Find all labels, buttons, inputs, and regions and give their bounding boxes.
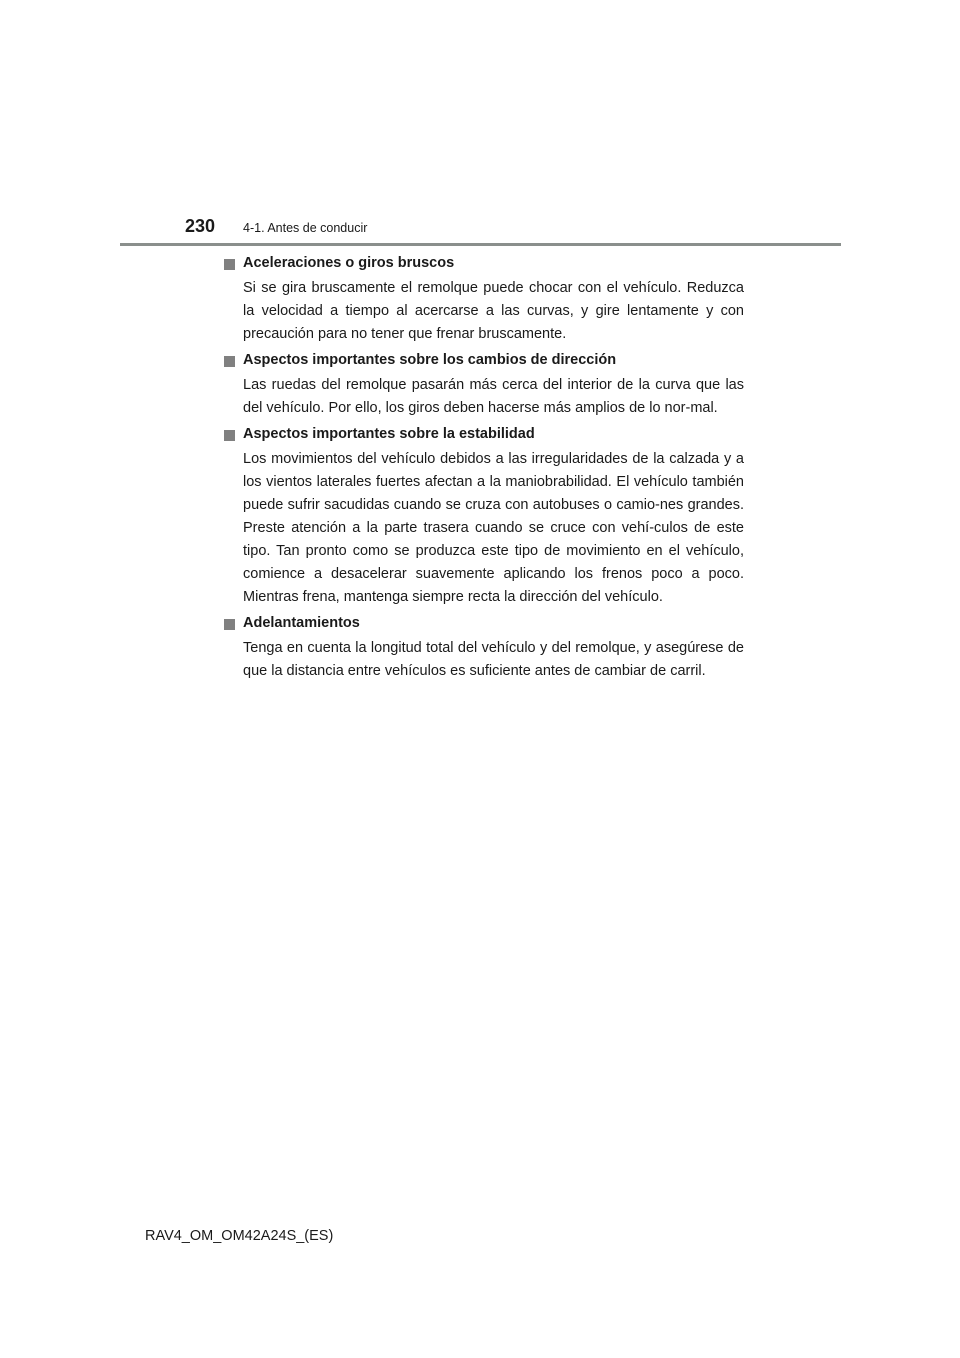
item-heading — [224, 612, 744, 635]
item-body: Tenga en cuenta la longitud total del vehículo y del remolque, y asegúrese de que la distancia entre vehículos es suficiente antes de cambiar de carril. — [243, 640, 744, 679]
document-code: RAV4_OM_OM42A24S_(ES) — [145, 1228, 334, 1244]
item-heading — [224, 252, 744, 275]
section-title: 4-1. Antes de conducir — [243, 221, 368, 235]
list-item — [224, 252, 744, 349]
item-heading — [224, 423, 744, 446]
page-number: 230 — [185, 216, 216, 236]
header-divider — [120, 243, 841, 246]
item-body: Si se gira bruscamente el remolque puede chocar con el vehículo. Reduzca la velocidad a tiempo al acercarse a las curvas, y gire lentamente y con precaución para no tener que frenar bruscamente. — [243, 280, 744, 342]
list-item — [224, 349, 744, 423]
page-header — [0, 0, 960, 250]
square-bullet-icon — [224, 430, 235, 441]
item-body: Los movimientos del vehículo debidos a las irregularidades de la calzada y a los vientos laterales fuertes afectan a la maniobrabilidad. El vehículo también puede sufrir sacudidas cuando se cruza con autobuses o camio-nes grandes. Preste atención a la parte trasera cuando se cruce con vehí-culos de este tipo. Tan pronto como se produzca este tipo de movimiento en el vehículo, comience a desacelerar suavemente aplicando los frenos poco a poco. Mientras frena, mantenga siempre recta la dirección del vehículo. — [243, 451, 744, 605]
square-bullet-icon — [224, 356, 235, 367]
item-body: Las ruedas del remolque pasarán más cerca del interior de la curva que las del vehículo. Por ello, los giros deben hacerse más amplios de lo nor-mal. — [243, 377, 744, 416]
square-bullet-icon — [224, 259, 235, 270]
item-heading — [224, 349, 744, 372]
list-item — [224, 423, 744, 612]
item-heading-text: Adelantamientos — [243, 615, 360, 631]
square-bullet-icon — [224, 619, 235, 630]
item-heading-text: Aspectos importantes sobre la estabilidad — [243, 426, 535, 442]
item-heading-text: Aceleraciones o giros bruscos — [243, 255, 455, 271]
list-item — [224, 612, 744, 686]
item-heading-text: Aspectos importantes sobre los cambios de dirección — [243, 352, 617, 368]
page-content — [224, 252, 744, 686]
